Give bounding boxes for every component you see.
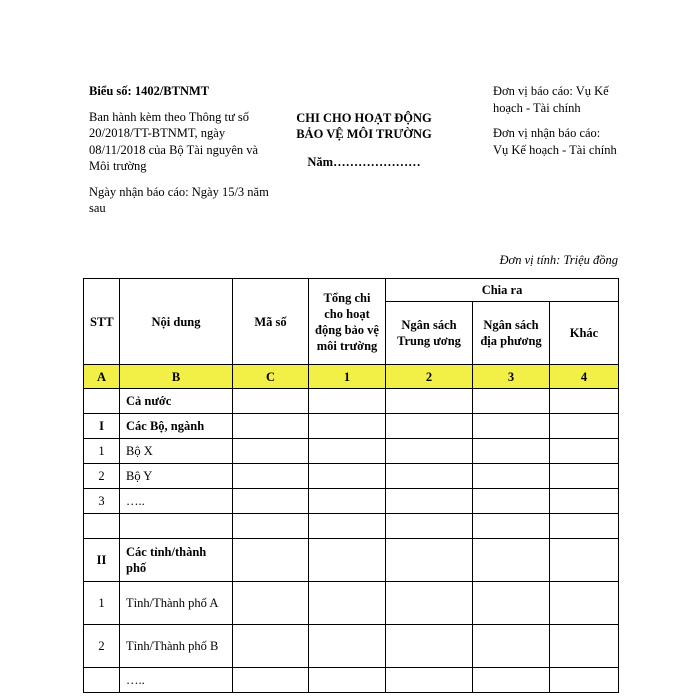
header-right: [493, 83, 618, 158]
report-year: Năm…………………: [307, 155, 421, 169]
table-row: [84, 414, 619, 439]
row-total: [309, 414, 386, 439]
row-code: [233, 514, 309, 539]
column-code: 2: [386, 365, 473, 389]
row-code: [233, 464, 309, 489]
report-table: [83, 278, 619, 693]
row-content: [120, 514, 233, 539]
table-row: [84, 539, 619, 582]
row-other: [550, 389, 619, 414]
row-stt: 1: [84, 439, 120, 464]
row-total: [309, 668, 386, 693]
row-total: [309, 439, 386, 464]
row-content: Cả nước: [120, 389, 233, 414]
row-other: [550, 464, 619, 489]
row-other: [550, 625, 619, 668]
row-central: [386, 464, 473, 489]
row-local: [473, 514, 550, 539]
table-row: [84, 439, 619, 464]
row-central: [386, 489, 473, 514]
header-row-1: [84, 279, 619, 302]
column-code: A: [84, 365, 120, 389]
row-local: [473, 539, 550, 582]
row-local: [473, 625, 550, 668]
header-local: Ngân sách địa phương: [473, 302, 550, 365]
row-code: [233, 625, 309, 668]
row-code: [233, 582, 309, 625]
row-content: Bộ X: [120, 439, 233, 464]
table-row: [84, 389, 619, 414]
receiving-unit: Đơn vị nhận báo cáo: Vụ Kế hoạch - Tài chính: [493, 126, 617, 157]
row-local: [473, 582, 550, 625]
row-stt: 2: [84, 625, 120, 668]
row-central: [386, 389, 473, 414]
table-row: [84, 668, 619, 693]
row-stt: 1: [84, 582, 120, 625]
row-content: Các tỉnh/thành phố: [120, 539, 233, 582]
header-left: [89, 83, 269, 217]
row-other: [550, 582, 619, 625]
row-central: [386, 625, 473, 668]
row-stt: [84, 389, 120, 414]
table-row: [84, 582, 619, 625]
header-central: Ngân sách Trung ương: [386, 302, 473, 365]
table-body: [84, 365, 619, 693]
column-code: 4: [550, 365, 619, 389]
row-stt: II: [84, 539, 120, 582]
header-other: Khác: [550, 302, 619, 365]
row-other: [550, 414, 619, 439]
row-total: [309, 582, 386, 625]
column-code: C: [233, 365, 309, 389]
row-code: [233, 539, 309, 582]
row-other: [550, 539, 619, 582]
column-code-row: [84, 365, 619, 389]
row-local: [473, 439, 550, 464]
row-content: Bộ Y: [120, 464, 233, 489]
header-total: Tổng chi cho hoạt động bảo vệ môi trường: [309, 279, 386, 365]
column-code: 3: [473, 365, 550, 389]
header-breakdown: Chia ra: [386, 279, 619, 302]
row-local: [473, 489, 550, 514]
reporting-unit: Đơn vị báo cáo: Vụ Kế hoạch - Tài chính: [493, 84, 609, 115]
column-code: 1: [309, 365, 386, 389]
row-content: Tỉnh/Thành phố B: [120, 625, 233, 668]
row-central: [386, 439, 473, 464]
row-total: [309, 489, 386, 514]
row-local: [473, 389, 550, 414]
row-total: [309, 514, 386, 539]
unit-note: Đơn vị tính: Triệu đồng: [499, 253, 618, 267]
row-content: Tỉnh/Thành phố A: [120, 582, 233, 625]
table-row: [84, 489, 619, 514]
row-code: [233, 489, 309, 514]
row-other: [550, 489, 619, 514]
row-other: [550, 514, 619, 539]
row-central: [386, 668, 473, 693]
row-stt: [84, 668, 120, 693]
row-code: [233, 389, 309, 414]
row-total: [309, 625, 386, 668]
issued-with-text: Ban hành kèm theo Thông tư số 20/2018/TT-BTNMT, ngày 08/11/2018 của Bộ Tài nguyên và Môi trường: [89, 109, 259, 173]
row-stt: [84, 514, 120, 539]
row-content: …..: [120, 668, 233, 693]
row-total: [309, 464, 386, 489]
row-central: [386, 414, 473, 439]
row-code: [233, 414, 309, 439]
row-central: [386, 514, 473, 539]
row-code: [233, 439, 309, 464]
receive-date-text: Ngày nhận báo cáo: Ngày 15/3 năm sau: [89, 184, 269, 215]
row-total: [309, 539, 386, 582]
header-content: Nội dung: [120, 279, 233, 365]
row-local: [473, 414, 550, 439]
row-local: [473, 464, 550, 489]
header-code: Mã số: [233, 279, 309, 365]
report-title: CHI CHO HOẠT ĐỘNG BẢO VỆ MÔI TRƯỜNG: [296, 111, 432, 141]
row-stt: 3: [84, 489, 120, 514]
row-stt: 2: [84, 464, 120, 489]
table-row: [84, 464, 619, 489]
row-other: [550, 439, 619, 464]
row-stt: I: [84, 414, 120, 439]
table-row: [84, 625, 619, 668]
row-content: Các Bộ, ngành: [120, 414, 233, 439]
row-local: [473, 668, 550, 693]
header-center: [283, 110, 445, 171]
form-code: Biểu số: 1402/BTNMT: [89, 84, 210, 98]
row-central: [386, 582, 473, 625]
row-other: [550, 668, 619, 693]
table-row: [84, 514, 619, 539]
row-total: [309, 389, 386, 414]
row-code: [233, 668, 309, 693]
header-stt: STT: [84, 279, 120, 365]
row-central: [386, 539, 473, 582]
row-content: …..: [120, 489, 233, 514]
column-code: B: [120, 365, 233, 389]
